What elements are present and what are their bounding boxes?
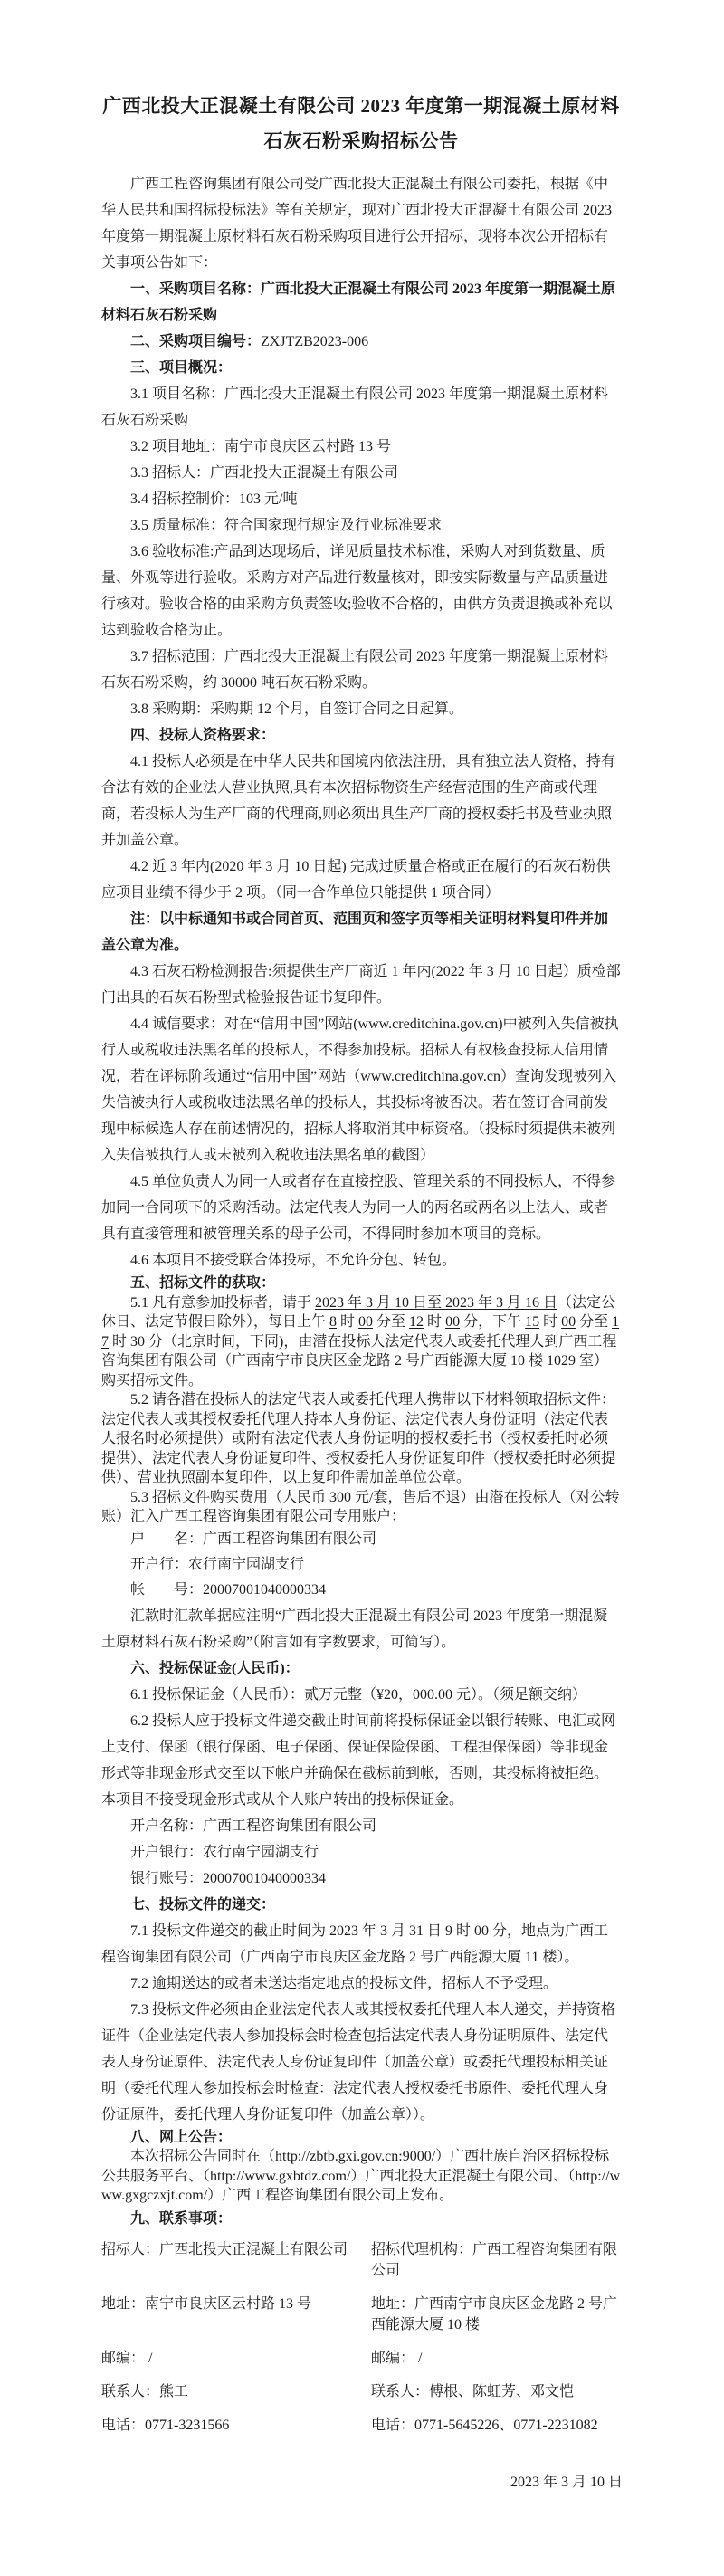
- paragraph: [101, 381, 621, 434]
- paragraph: [101, 1682, 621, 1708]
- contact-cell-left: 电话：0771-3231566: [101, 2417, 230, 2433]
- contact-cell-right: 联系人：傅根、陈虹芳、邓文恺: [371, 2383, 575, 2399]
- text-run: 7.1 投标文件递交的截止时间为 2023 年 3 月 31 日 9 时 00 分，地点为广西工程咨询集团有限公司（广西南宁市良庆区金龙路 2 号广西能源大厦 11 楼）。: [101, 1922, 609, 1965]
- contact-cell-right: 电话：0771-5645226、0771-2231082: [371, 2417, 598, 2433]
- section-heading: [101, 2128, 621, 2148]
- paragraph: [101, 696, 621, 722]
- paragraph: [101, 1813, 621, 1839]
- underlined-text: 00: [445, 1314, 461, 1330]
- text-run: 开户名称：广西工程咨询集团有限公司: [130, 1818, 377, 1834]
- text-run: 5.3 招标文件购买费用（人民币 300 元/套，售后不退）由潜在投标人（对公转账）汇入广西工程咨询集团有限公司专用账户：: [101, 1489, 620, 1524]
- text-run: 本次招标公告同时在（http://zbtb.gxi.gov.cn:9000/）广西壮族自治区招标投标公共服务平台、（http://www.gxbtdz.com/）广西北投大正混凝土有限公司、（http://www.gxgczxjt.com/）广西工程咨询集团有限公司上发布。: [101, 2149, 621, 2203]
- text-run: 分至: [576, 1314, 613, 1330]
- text-run: 注：以中标通知书或合同首页、范围页和签字页等相关证明材料复印件并加盖公章为准。: [101, 911, 609, 953]
- paragraph: [101, 644, 621, 696]
- text-run: 帐 号：20007001040000334: [130, 1581, 327, 1598]
- paragraph: [101, 1552, 621, 1578]
- text-run: 银行账号：20007001040000334: [130, 1870, 327, 1886]
- contact-cell-left: 招标人：广西北投大正混凝土有限公司: [101, 2241, 348, 2257]
- text-run: 3.2 项目地址：南宁市良庆区云村路 13 号: [130, 439, 392, 454]
- text-run: ZXJTZB2023-006: [261, 334, 369, 349]
- text-run: 3.1 项目名称：广西北投大正混凝土有限公司 2023 年度第一期混凝土原材料石灰石粉采购: [101, 386, 609, 428]
- text-run: 三、项目概况：: [130, 360, 233, 376]
- underlined-text: 15: [525, 1314, 540, 1330]
- contact-row: [101, 2381, 621, 2402]
- section-heading: [101, 1655, 621, 1682]
- paragraph: [101, 749, 621, 854]
- contact-table: [101, 2239, 621, 2436]
- text-run: 七、投标文件的递交：: [130, 1896, 276, 1913]
- paragraph: [101, 1527, 621, 1552]
- text-run: 开户行：农行南宁园湖支行: [130, 1556, 305, 1572]
- announcement-date: 2023 年 3 月 10 日: [510, 2474, 624, 2490]
- paragraph: [101, 434, 621, 460]
- paragraph: [101, 1839, 621, 1865]
- paragraph: [101, 171, 621, 276]
- contact-cell-right: 邮编： /: [371, 2350, 423, 2366]
- text-run: 3.5 质量标准：符合国家现行规定及行业标准要求: [130, 518, 443, 533]
- text-run: 5.1 凡有意参加投标者，请于: [130, 1294, 316, 1311]
- text-run: 7.2 逾期送达的或者未送达指定地点的投标文件，招标人不予受理。: [130, 1975, 558, 1991]
- text-run: 一、采购项目名称：广西北投大正混凝土有限公司 2023 年度第一期混凝土原材料石灰石粉采购: [101, 281, 616, 323]
- section-heading: [101, 276, 621, 329]
- text-run: 4.6 本项目不接受联合体投标，不允许分包、转包。: [130, 1253, 457, 1268]
- document-body: [101, 171, 621, 2232]
- contact-cell-right: 地址：广西南宁市良庆区金龙路 2 号广西能源大厦 10 楼: [371, 2295, 618, 2333]
- text-run: 3.4 招标控制价：103 元/吨: [130, 491, 298, 507]
- text-run: 广西工程咨询集团有限公司受广西北投大正混凝土有限公司委托，根据《中华人民共和国招标投标法》等有关规定，现对广西北投大正混凝土有限公司 2023 年度第一期混凝土原材料石灰石粉采购项目进行公开招标，现将本次公开招标有关事项公告如下：: [101, 177, 613, 271]
- text-run: 时: [337, 1314, 359, 1330]
- underlined-text: 17: [101, 1314, 620, 1350]
- text-run: 分，下午: [460, 1314, 526, 1330]
- paragraph: [101, 539, 621, 644]
- text-run: 3.6 验收标准:产品到达现场后，详见质量技术标准，采购人对到货数量、质量、外观等进行验收。采购方对产品进行数量核对，即按实际数量与产品质量进行核对。验收合格的由采购方负责签收;验收不合格的，由供方负责退换或补充以达到验收合格为止。: [101, 544, 613, 638]
- text-run: 五、招标文件的获取：: [130, 1275, 276, 1291]
- paragraph: [101, 1918, 621, 1970]
- paragraph: [101, 1011, 621, 1169]
- contact-row: [101, 2348, 621, 2369]
- underlined-text: 8: [329, 1314, 338, 1330]
- text-run: 时: [424, 1314, 446, 1330]
- text-run: 3.7 招标范围：广西北投大正混凝土有限公司 2023 年度第一期混凝土原材料石灰石粉采购，约 30000 吨石灰石粉采购。: [101, 649, 609, 691]
- text-run: 4.4 诚信要求：对在“信用中国”网站(www.creditchina.gov.cn)中被列入失信被执行人或税收违法黑名单的投标人，不得参加投标。招标人有权核查投标人信用情况，若在评标阶段通过“信用中国”网站（www.creditchina.gov.cn）查询发现被列入失信被执行人或税收违法黑名单的投标人，其投标将被否决。若在签订合同前发现中标候选人存在前述情况的，招标人将取消其中标资格。（投标时须提供未被列入失信被执行人或未被列入税收违法黑名单的截图）: [101, 1016, 619, 1163]
- section-heading: [101, 355, 621, 381]
- section-heading: [101, 906, 621, 959]
- paragraph: [101, 1708, 621, 1813]
- text-run: 4.5 单位负责人为同一人或者存在直接控股、管理关系的不同投标人，不得参加同一合同项下的采购活动。法定代表人为同一人的两名或两名以上法人、或者具有直接管理和被管理关系的母子公司，不得同时参加本项目的竞标。: [101, 1174, 616, 1242]
- paragraph: [101, 1169, 621, 1247]
- text-run: 时: [539, 1314, 562, 1330]
- text-run: 7.3 投标文件必须由企业法定代表人或其授权委托代理人本人递交，并持资格证件（企业法定代表人参加投标会时检查包括法定代表人身份证明原件、法定代表人身份证原件、法定代表人身份证复印件（加盖公章）或委托代理投标相关证明（委托代理人参加投标会时检查：法定代表人授权委托书原件、委托代理人身份证原件，委托代理人身份证复印件（加盖公章））。: [101, 2001, 616, 2123]
- text-run: 六、投标保证金(人民币)：: [130, 1660, 300, 1676]
- paragraph: [101, 460, 621, 486]
- underlined-text: 00: [561, 1314, 576, 1330]
- underlined-text: 12: [409, 1314, 424, 1330]
- contact-row: [101, 2415, 621, 2436]
- paragraph: [101, 1603, 621, 1655]
- underlined-text: 00: [358, 1314, 374, 1330]
- text-run: 3.8 采购期：采购期 12 个月，自签订合同之日起算。: [130, 701, 464, 717]
- section-heading: [101, 1892, 621, 1918]
- paragraph: [101, 959, 621, 1011]
- text-run: 二、采购项目编号：: [130, 334, 262, 349]
- text-run: 4.1 投标人必须是在中华人民共和国境内依法注册，具有独立法人资格，持有合法有效的企业法人营业执照,具有本次招标物资生产经营范围的生产商或代理商，若投标人为生产厂商的代理商,则必须出具生产厂商的授权委托书及营业执照并加盖公章。: [101, 754, 616, 848]
- section-heading: [101, 1274, 621, 1293]
- text-run: 开户银行：农行南宁园湖支行: [130, 1844, 319, 1860]
- paragraph: [101, 1247, 621, 1274]
- contact-cell-left: 地址：南宁市良庆区云村路 13 号: [101, 2295, 312, 2312]
- text-run: 6.2 投标人应于投标文件递交截止时间前将投标保证金以银行转账、电汇或网上支付、保函（银行保函、电子保函、保证保险保函、工程担保保函）等非现金形式等非现金形式交至以下帐户并确保在截标前到帐，否则，其投标将被拒绝。本项目不接受现金形式或从个人账户转出的投标保证金。: [101, 1713, 616, 1808]
- underlined-text: 2023 年 3 月 10 日至 2023 年 3 月 16 日: [315, 1294, 558, 1311]
- text-run: 九、联系事项：: [130, 2210, 233, 2227]
- section-heading: [101, 2206, 621, 2232]
- text-run: 八、网上公告：: [130, 2129, 233, 2145]
- text-run: 6.1 投标保证金（人民币）：贰万元整（¥20，000.00 元）。（须足额交纳）: [130, 1686, 587, 1703]
- text-run: 5.2 请各潜在投标人的法定代表人或委托代理人携带以下材料领取招标文件：法定代表人或其授权委托代理人持本人身份证、法定代表人身份证明（法定代表人报名时必须提供）或附有法定代表人身份证明的授权委托书（授权委托时必须提供）、法定代表人身份证复印件、授权委托人身份证复印件（授权委托时必须提供）、营业执照副本复印件，以上复印件需加盖单位公章。: [101, 1392, 616, 1485]
- contact-cell-left: 邮编： /: [101, 2350, 153, 2366]
- paragraph: [101, 1865, 621, 1892]
- text-run: 4.3 石灰石粉检测报告:须提供生产厂商近 1 年内(2022 年 3 月 10 日起）质检部门出具的石灰石粉型式检验报告证书复印件。: [101, 964, 621, 1006]
- text-run: 3.3 招标人：广西北投大正混凝土有限公司: [130, 465, 399, 481]
- paragraph: [101, 1997, 621, 2128]
- paragraph: [101, 1488, 621, 1527]
- paragraph: [101, 2147, 621, 2206]
- text-run: 户 名：广西工程咨询集团有限公司: [130, 1531, 377, 1547]
- paragraph: [101, 512, 621, 539]
- text-run: 4.2 近 3 年内(2020 年 3 月 10 日起) 完成过质量合格或正在履行的石灰石粉供应项目业绩不得少于 2 项。（同一合作单位只能提供 1 项合同）: [101, 859, 611, 901]
- contact-row: [101, 2239, 621, 2281]
- paragraph: [101, 1578, 621, 1603]
- contact-row: [101, 2294, 621, 2335]
- paragraph: [101, 1970, 621, 1997]
- paragraph: [101, 1293, 621, 1391]
- section-heading: [101, 722, 621, 749]
- paragraph: [101, 854, 621, 906]
- paragraph: [101, 1390, 621, 1488]
- paragraph: [101, 329, 621, 355]
- paragraph: [101, 486, 621, 512]
- text-run: （法定公休日、法定节假日除外），每日上午: [101, 1294, 616, 1330]
- page-title: 广西北投大正混凝土有限公司 2023 年度第一期混凝土原材料石灰石粉采购招标公告: [102, 95, 620, 152]
- text-run: 分至: [373, 1314, 410, 1330]
- contact-cell-right: 招标代理机构：广西工程咨询集团有限公司: [371, 2241, 618, 2278]
- text-run: 四、投标人资格要求：: [130, 728, 276, 743]
- text-run: 时 30 分（北京时间，下同)，由潜在投标人法定代表人或委托代理人到广西工程咨询集团有限公司（广西南宁市良庆区金龙路 2 号广西能源大厦 10 楼 1029 室）购买招标文件。: [101, 1333, 617, 1388]
- contact-cell-left: 联系人：熊工: [101, 2383, 189, 2399]
- text-run: 汇款时汇款单据应注明“广西北投大正混凝土有限公司 2023 年度第一期混凝土原材料石灰石粉采购”（附言如有字数要求，可简写）。: [101, 1608, 608, 1650]
